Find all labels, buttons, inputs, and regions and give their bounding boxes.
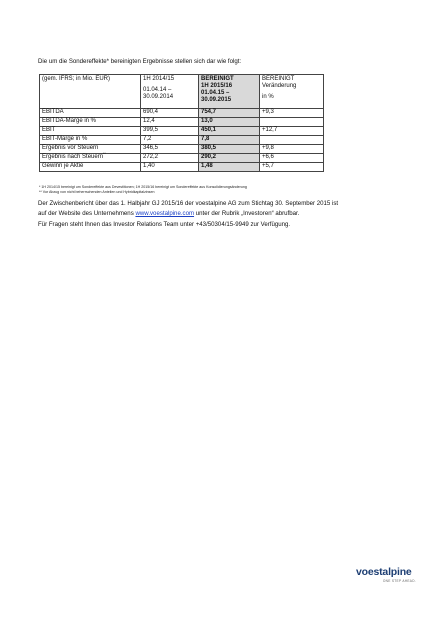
table-row xyxy=(40,136,324,145)
row-change-value xyxy=(260,136,324,145)
adjusted-results-table xyxy=(39,74,324,172)
website-link[interactable]: www.voestalpine.com xyxy=(135,210,195,217)
header-adjusted-range-start: 01.04.15 – xyxy=(201,90,230,96)
header-prior-range-end: 30.09.2014 xyxy=(143,94,174,100)
footnote-1: * 1H 2014/15 bereinigt um Sondereffekte aus Devestitionen; 1H 2015/16 bereinigt um Sondereffekte aus Konsolidierungsänderung xyxy=(39,185,247,189)
header-adjusted-range-end: 30.09.2015 xyxy=(201,97,232,103)
row-adjusted-value: 1,48 xyxy=(199,163,260,172)
footnote-2: ** Vor Abzug von nicht beherrschenden Anteilen und Hybridkapitalzinsen xyxy=(39,190,155,194)
header-basis-label: (gem. IFRS; in Mio. EUR) xyxy=(42,76,111,82)
header-adjusted-tag: BEREINIGT xyxy=(201,76,234,82)
header-prior-period xyxy=(141,75,199,109)
row-label: EBIT-Marge in % xyxy=(40,136,141,145)
row-adjusted-value: 13,0 xyxy=(199,118,260,127)
table-header-row xyxy=(40,75,324,109)
row-adjusted-value: 450,1 xyxy=(199,127,260,136)
logo-wordmark: voestalpine xyxy=(356,566,412,578)
row-prior-value: 7,2 xyxy=(141,136,199,145)
row-label: Ergebnis vor Steuern xyxy=(40,145,141,154)
footnotes xyxy=(39,185,247,195)
header-change-unit: in % xyxy=(262,94,274,100)
table-row xyxy=(40,163,324,172)
logo-tagline: ONE STEP AHEAD. xyxy=(382,579,416,583)
row-label: Ergebnis nach Steuern** xyxy=(40,154,141,163)
paragraph-report-availability: Der Zwischenbericht über das 1. Halbjahr GJ 2015/16 der voestalpine AG zum Stichtag 30. September 2015 ist xyxy=(38,200,339,207)
paragraph-website-text-before: auf der Website des Unternehmens xyxy=(38,210,136,217)
row-prior-value: 346,5 xyxy=(141,145,199,154)
header-adjusted-label: 1H 2015/16 xyxy=(201,83,233,89)
row-change-value: +9,8 xyxy=(260,145,324,154)
voestalpine-logo xyxy=(356,567,416,583)
paragraph-website-text-after: unter der Rubrik „Investoren“ abrufbar. xyxy=(194,210,300,217)
paragraph-contact: Für Fragen steht Ihnen das Investor Relations Team unter +43/50304/15-9949 zur Verfügung. xyxy=(38,221,291,228)
header-change-tag: BEREINIGT xyxy=(262,76,295,82)
row-label: Gewinn je Aktie xyxy=(40,163,141,172)
table-row xyxy=(40,109,324,118)
row-prior-value: 690,4 xyxy=(141,109,199,118)
table-row xyxy=(40,118,324,127)
row-adjusted-value: 754,7 xyxy=(199,109,260,118)
row-change-value: +6,6 xyxy=(260,154,324,163)
row-change-value: +9,3 xyxy=(260,109,324,118)
header-prior-label: 1H 2014/15 xyxy=(143,76,175,82)
header-basis xyxy=(40,75,141,109)
row-change-value: +5,7 xyxy=(260,163,324,172)
header-adjusted-period xyxy=(199,75,260,109)
row-prior-value: 272,2 xyxy=(141,154,199,163)
row-label: EBITDA-Marge in % xyxy=(40,118,141,127)
row-label: EBITDA xyxy=(40,109,141,118)
row-change-value xyxy=(260,118,324,127)
intro-text: Die um die Sondereffekte* bereinigten Ergebnisse stellen sich dar wie folgt: xyxy=(38,58,242,65)
table-row xyxy=(40,127,324,136)
row-adjusted-value: 290,2 xyxy=(199,154,260,163)
footnote-mark: ** xyxy=(103,152,106,156)
table-row xyxy=(40,145,324,154)
row-change-value: +12,7 xyxy=(260,127,324,136)
paragraph-website xyxy=(38,210,299,218)
header-change-label: Veränderung xyxy=(262,83,297,89)
row-prior-value: 1,40 xyxy=(141,163,199,172)
row-adjusted-value: 380,5 xyxy=(199,145,260,154)
row-prior-value: 399,5 xyxy=(141,127,199,136)
header-prior-range-start: 01.04.14 – xyxy=(143,87,172,93)
row-prior-value: 12,4 xyxy=(141,118,199,127)
row-label: EBIT xyxy=(40,127,141,136)
row-adjusted-value: 7,8 xyxy=(199,136,260,145)
header-change xyxy=(260,75,324,109)
table-row xyxy=(40,154,324,163)
